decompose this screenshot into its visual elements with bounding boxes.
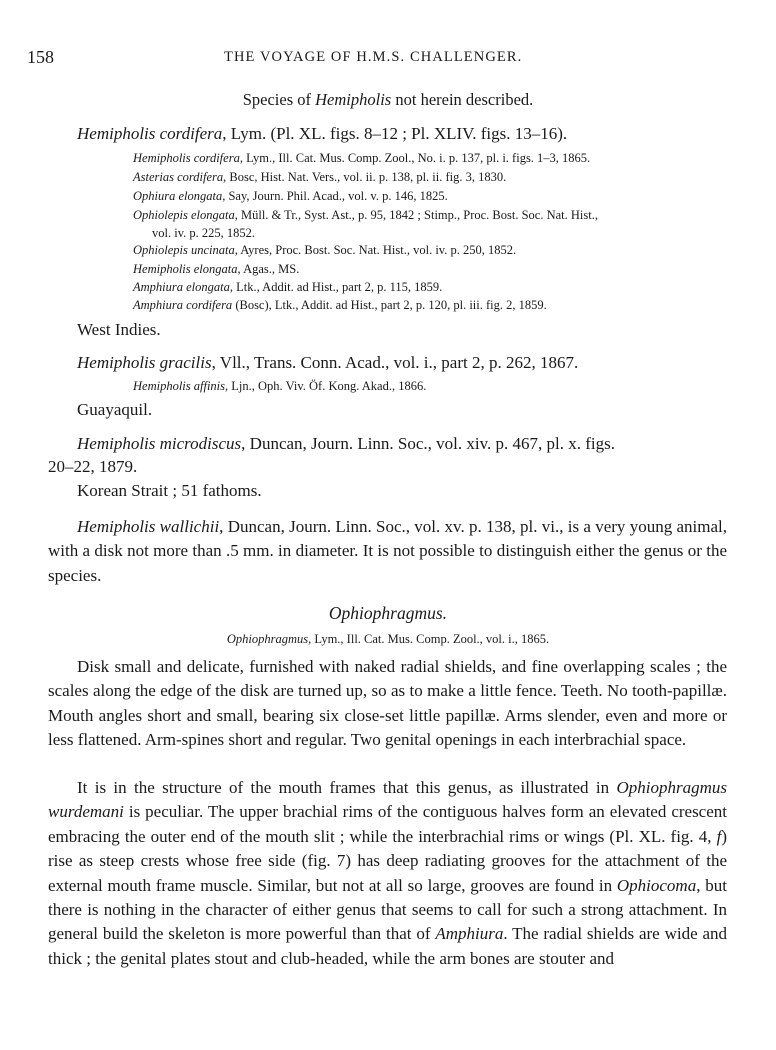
- description-paragraph-2: It is in the structure of the mouth frames that this genus, as illustrated in Ophiophragmus wurdemani is peculiar. The upper brachial rims of the contiguous halves form an elevated crescent embracing the outer end of the mouth slit ; while the interbrachial rims or wings (Pl. XL. fig. 4, f) rise as steep crests whose free side (fig. 7) has deep radiating grooves for the attachment of the external mouth frame muscle. Similar, but not at all so large, grooves are found in Ophiocoma, but there is nothing in the character of either genus that seems to call for such a strong attachment. In general build the skeleton is more powerful than that of Amphiura. The radial shields are wide and thick ; the genital plates stout and club-headed, while the arm bones are stouter and: [48, 778, 727, 968]
- synonym-line: Amphiura elongata, Ltk., Addit. ad Hist., part 2, p. 115, 1859.: [133, 280, 443, 294]
- page-number: 158: [27, 47, 54, 67]
- genus-reference: Ophiophragmus, Lym., Ill. Cat. Mus. Comp. Zool., vol. i., 1865.: [226, 632, 550, 646]
- species-heading-gracilis: Hemipholis gracilis, Vll., Trans. Conn. Acad., vol. i., part 2, p. 262, 1867.: [77, 353, 579, 372]
- species-heading-continued: 20–22, 1879.: [48, 457, 138, 476]
- locality: Guayaquil.: [77, 400, 153, 419]
- species-heading-cordifera: Hemipholis cordifera, Lym. (Pl. XL. figs. 8–12 ; Pl. XLIV. figs. 13–16).: [77, 124, 568, 143]
- synonym-line: Ophiolepis uncinata, Ayres, Proc. Bost. Soc. Nat. Hist., vol. iv. p. 250, 1852.: [133, 243, 517, 257]
- synonym-line: Ophiura elongata, Say, Journ. Phil. Acad., vol. v. p. 146, 1825.: [133, 189, 448, 203]
- section-caption: Species of Hemipholis not herein described.: [242, 90, 534, 109]
- synonym-line: Asterias cordifera, Bosc, Hist. Nat. Vers., vol. ii. p. 138, pl. ii. fig. 3, 1830.: [133, 170, 507, 184]
- species-paragraph-wallichii: Hemipholis wallichii, Duncan, Journ. Linn. Soc., vol. xv. p. 138, pl. vi., is a very young animal, with a disk not more than .5 mm. in diameter. It is not possible to distinguish either the genus or the species.: [48, 517, 728, 585]
- synonym-line-continued: vol. iv. p. 225, 1852.: [152, 226, 256, 240]
- synonym-line: Hemipholis elongata, Agas., MS.: [133, 262, 300, 276]
- synonym-line: Amphiura cordifera (Bosc), Ltk., Addit. ad Hist., part 2, p. 120, pl. iii. fig. 2, 1859.: [133, 298, 547, 312]
- synonym-line: Hemipholis affinis, Ljn., Oph. Viv. Öf. Kong. Akad., 1866.: [133, 379, 427, 393]
- locality: West Indies.: [77, 320, 161, 339]
- synonym-line: Ophiolepis elongata, Müll. & Tr., Syst. Ast., p. 95, 1842 ; Stimp., Proc. Bost. Soc. Nat. Hist.,: [133, 208, 598, 222]
- species-heading-microdiscus: Hemipholis microdiscus, Duncan, Journ. Linn. Soc., vol. xiv. p. 467, pl. x. figs.: [77, 434, 615, 453]
- running-title: THE VOYAGE OF H.M.S. CHALLENGER.: [224, 49, 523, 65]
- genus-title: Ophiophragmus.: [328, 603, 448, 623]
- synonym-line: Hemipholis cordifera, Lym., Ill. Cat. Mus. Comp. Zool., No. i. p. 137, pl. i. figs. 1–3, 1865.: [133, 151, 591, 165]
- locality: Korean Strait ; 51 fathoms.: [77, 481, 262, 500]
- description-paragraph-1: Disk small and delicate, furnished with naked radial shields, and fine overlapping scales ; the scales along the edge of the disk are turned up, so as to make a little fence. Teeth. No tooth-papillæ. Mouth angles short and small, bearing six close-set little papillæ. Arms slender, even and more or less flattened. Arm-spines short and regular. Two genital openings in each interbrachial space.: [48, 657, 727, 750]
